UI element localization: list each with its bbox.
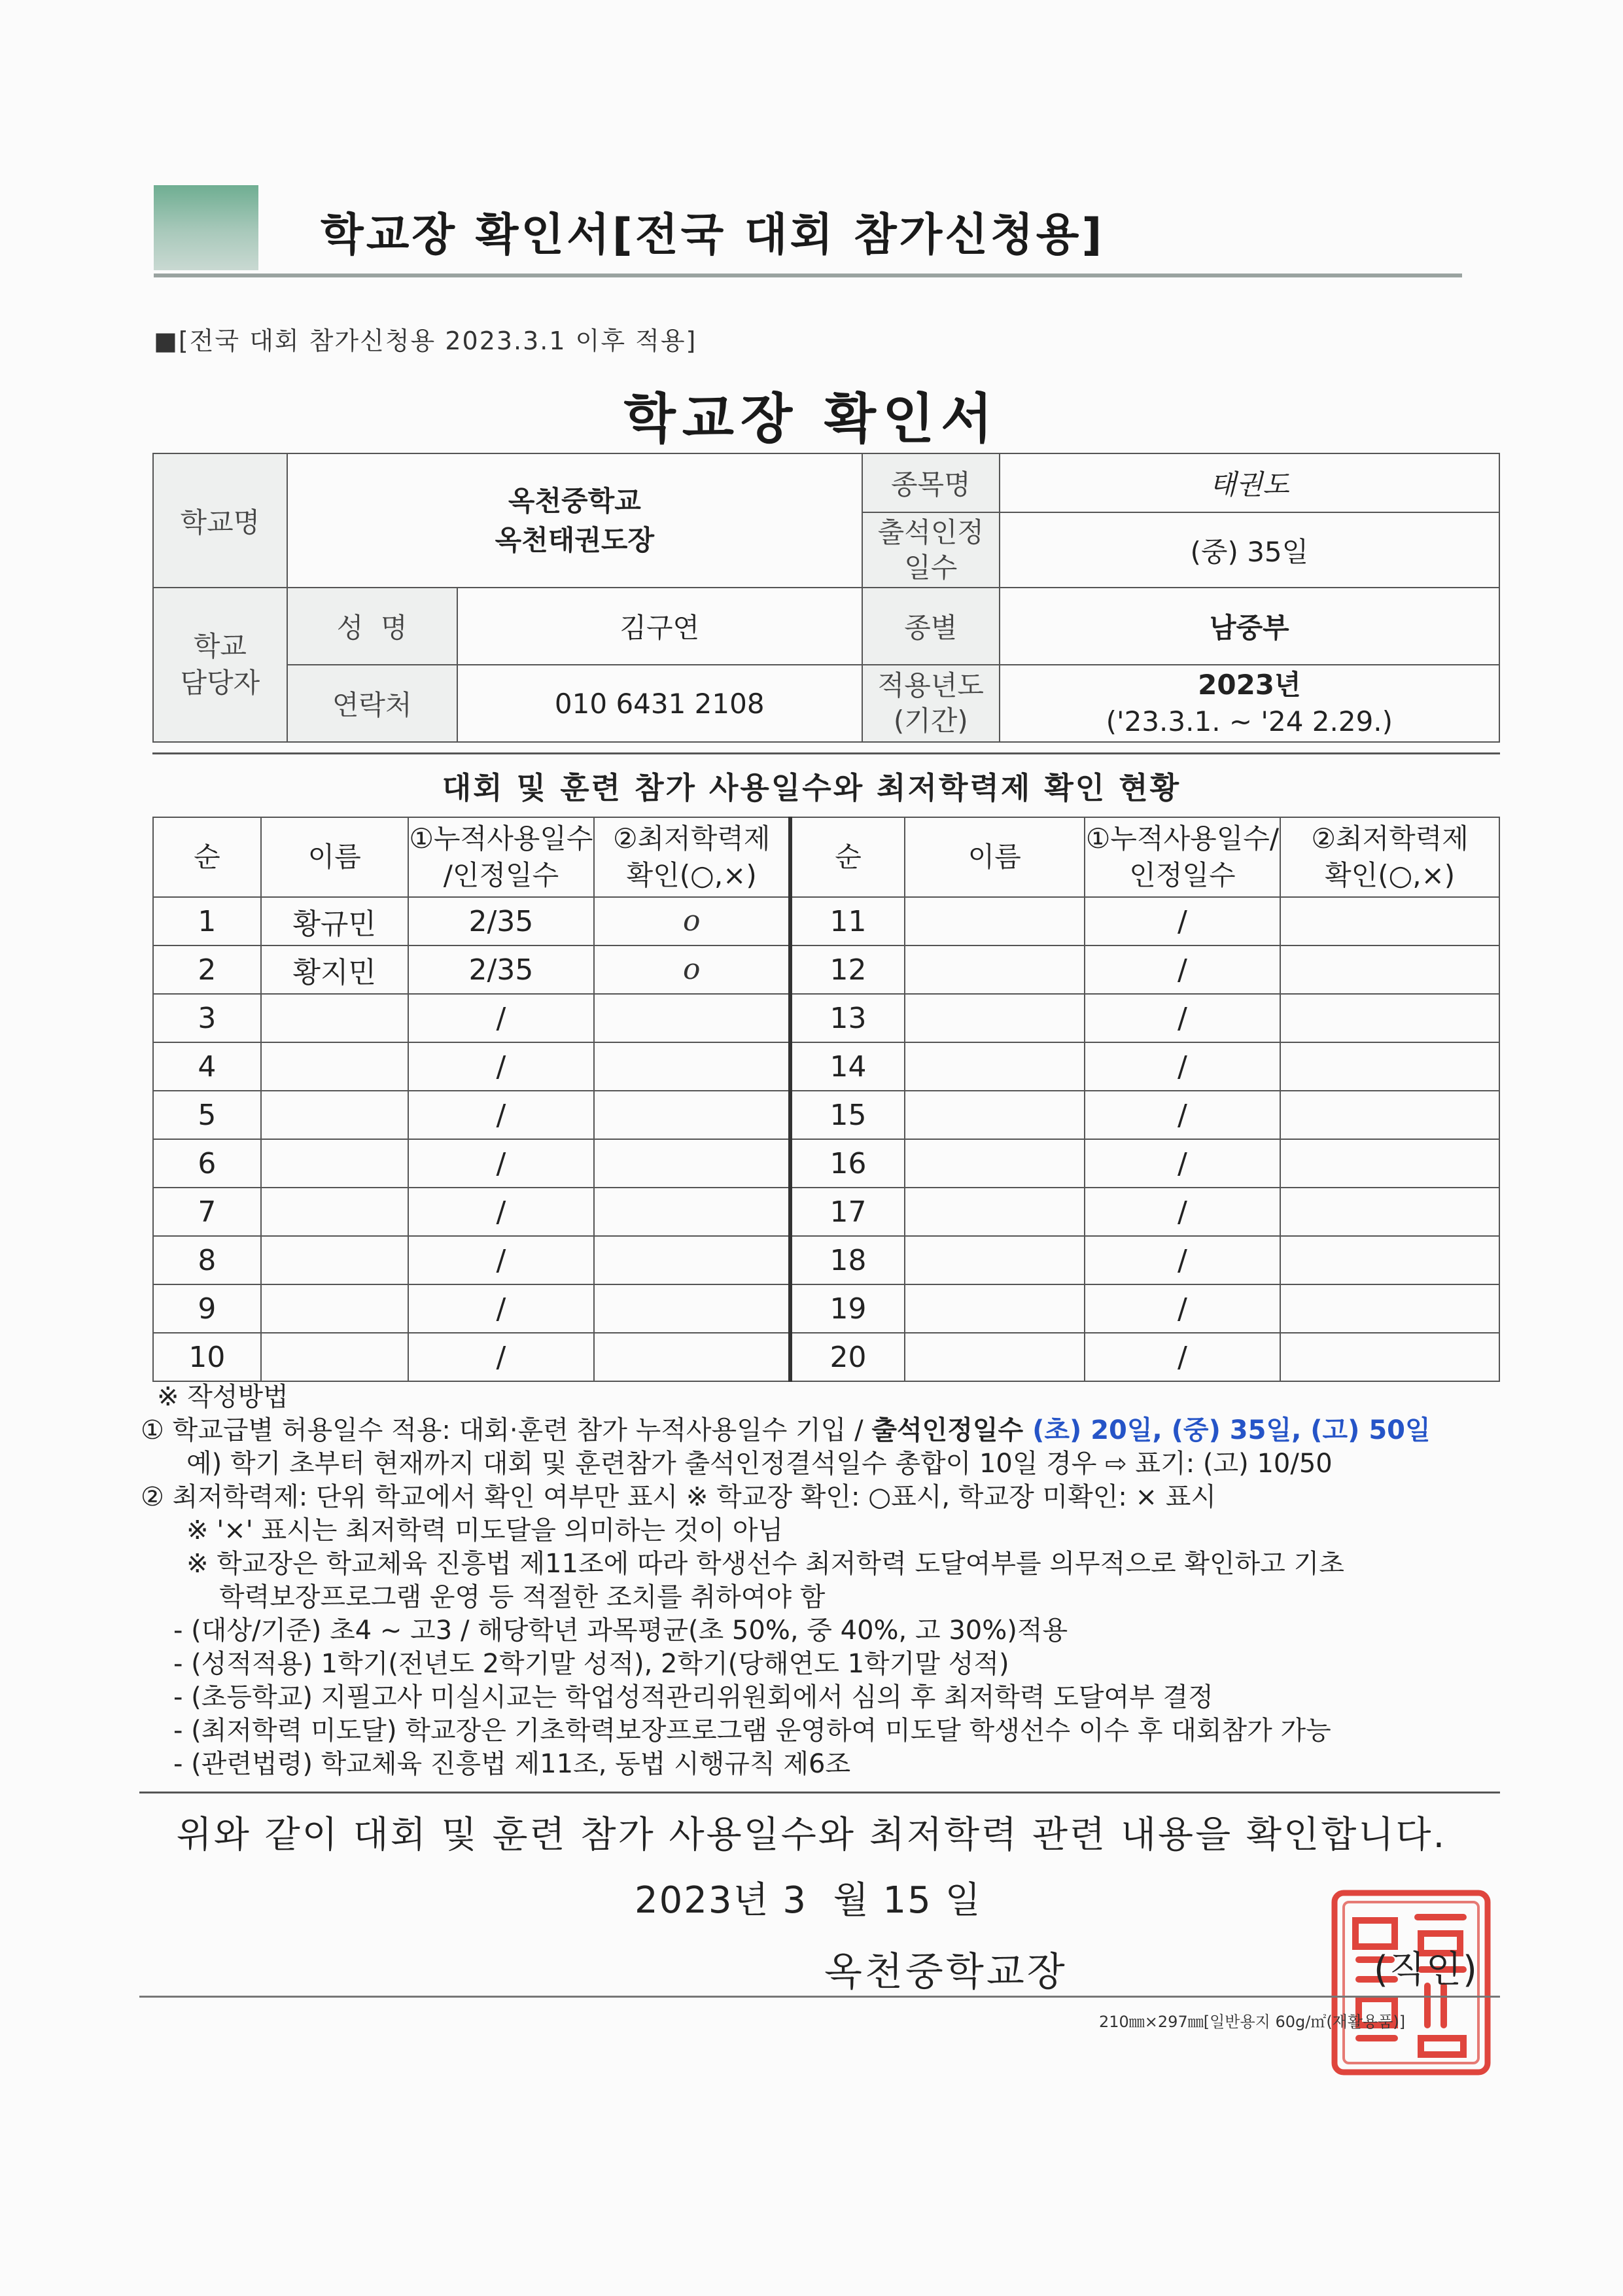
row-no-right: 17 [790, 1188, 905, 1236]
row-days-right: / [1085, 1139, 1281, 1188]
row-name-right [905, 945, 1085, 994]
row-check [594, 1284, 790, 1333]
detail-law: - (관련법령) 학교체육 진흥법 제11조, 동법 시행규칙 제6조 [173, 1749, 851, 1779]
col-name-right: 이름 [905, 817, 1085, 897]
instructions [141, 1381, 1514, 1781]
school-name-sub: 옥천태권도장 [495, 523, 655, 556]
col-days-label: ①누적사용일수 [409, 822, 593, 855]
form-applicability-note: ■[전국 대회 참가신청용 2023.3.1 이후 적용] [154, 327, 697, 355]
row-name: 황지민 [261, 945, 408, 994]
row-check-right [1280, 1333, 1499, 1381]
table-row [153, 1333, 1499, 1381]
row-no: 1 [153, 897, 261, 945]
row-check-right [1280, 1042, 1499, 1091]
row-check: o [594, 897, 790, 945]
period-year: 2023년 [1198, 669, 1301, 701]
attendance-days-value: (중) 35일 [1000, 512, 1499, 588]
row-days-right: / [1085, 1284, 1281, 1333]
row-days-right: / [1085, 1333, 1281, 1381]
contact-label: 연락처 [287, 665, 457, 742]
row-name [261, 1284, 408, 1333]
row-days: / [408, 1284, 595, 1333]
row-days: / [408, 1139, 595, 1188]
table-row [153, 945, 1499, 994]
instruction-2-note-a: ※ '×' 표시는 최저학력 미도달을 의미하는 것이 아님 [186, 1515, 784, 1545]
row-name-right [905, 897, 1085, 945]
school-info-table [152, 453, 1500, 743]
col-check-right [1280, 817, 1499, 897]
row-days: / [408, 1236, 595, 1284]
period-label-sub: (기간) [893, 705, 968, 737]
division-label: 종별 [862, 588, 1000, 665]
principal-name: 옥천중학교장 [824, 1949, 1068, 1995]
row-check-right [1280, 1139, 1499, 1188]
row-name-right [905, 1139, 1085, 1188]
instruction-2-note-b-cont: 학력보장프로그램 운영 등 적절한 조치를 취하여야 함 [219, 1582, 826, 1612]
footer-divider [139, 1792, 1500, 1793]
staff-label-sub: 담당자 [180, 667, 260, 699]
table-row [153, 1042, 1499, 1091]
school-label: 학교명 [153, 453, 287, 588]
col-check-right-label: ②최저학력제 [1311, 822, 1469, 855]
instruction-1-example: 예) 학기 초부터 현재까지 대회 및 훈련참가 출석인정결석일수 총합이 10일 경우 ⇨ 표기: (고) 10/50 [186, 1449, 1333, 1479]
detail-not-reached: - (최저학력 미도달) 학교장은 기초학력보장프로그램 운영하여 미도달 학생선수 이수 후 대회참가 가능 [173, 1716, 1331, 1746]
row-name [261, 1333, 408, 1381]
sport-value: 태권도 [1000, 453, 1499, 512]
instruction-1-text: ① 학교급별 허용일수 적용: 대회·훈련 참가 누적사용일수 기입 / [141, 1415, 872, 1445]
row-check [594, 1188, 790, 1236]
col-days-label-sub: /인정일수 [443, 859, 559, 891]
section-title: 대회 및 훈련 참가 사용일수와 최저학력제 확인 현황 [442, 770, 1181, 805]
row-days: 2/35 [408, 897, 595, 945]
roster-header-row [153, 817, 1499, 897]
row-check-right [1280, 994, 1499, 1042]
row-no: 6 [153, 1139, 261, 1188]
row-name-right [905, 1188, 1085, 1236]
row-no-right: 15 [790, 1091, 905, 1139]
instruction-2: ② 최저학력제: 단위 학교에서 확인 여부만 표시 ※ 학교장 확인: ○표시, 학교장 미확인: × 표시 [141, 1482, 1217, 1512]
row-days-right: / [1085, 1042, 1281, 1091]
row-check-right [1280, 1236, 1499, 1284]
row-check [594, 1042, 790, 1091]
period-range: ('23.3.1. ~ '24 2.29.) [1106, 705, 1393, 737]
row-days-right: / [1085, 945, 1281, 994]
row-name-right [905, 1091, 1085, 1139]
page-title: 학교장 확인서 [623, 388, 1000, 450]
row-no-right: 19 [790, 1284, 905, 1333]
row-no: 10 [153, 1333, 261, 1381]
row-no-right: 12 [790, 945, 905, 994]
instruction-1-emphasis: 출석인정일수 [871, 1415, 1033, 1445]
row-days-right: / [1085, 1091, 1281, 1139]
col-days-right [1085, 817, 1281, 897]
row-no-right: 14 [790, 1042, 905, 1091]
section-divider [152, 752, 1500, 754]
row-days-right: / [1085, 897, 1281, 945]
row-check-right [1280, 897, 1499, 945]
row-days: / [408, 1042, 595, 1091]
col-check-label-sub: 확인(○,×) [626, 859, 757, 891]
table-row [153, 1284, 1499, 1333]
seal-label: (직인) [1374, 1949, 1478, 1991]
table-row [153, 994, 1499, 1042]
instruction-1 [141, 1414, 1514, 1447]
paper-spec: 210㎜×297㎜[일반용지 60g/㎡(재활용품)] [1099, 2013, 1406, 2031]
row-check [594, 994, 790, 1042]
table-row [153, 1091, 1499, 1139]
row-no: 7 [153, 1188, 261, 1236]
row-days-right: / [1085, 1236, 1281, 1284]
row-name [261, 1042, 408, 1091]
table-row [153, 1188, 1499, 1236]
instruction-1-limits: (초) 20일, (중) 35일, (고) 50일 [1032, 1415, 1431, 1445]
row-no: 5 [153, 1091, 261, 1139]
row-check-right [1280, 1091, 1499, 1139]
row-check-right [1280, 1284, 1499, 1333]
row-no: 9 [153, 1284, 261, 1333]
row-no-right: 11 [790, 897, 905, 945]
detail-grades: - (성적적용) 1학기(전년도 2학기말 성적), 2학기(당해연도 1학기말 성적) [173, 1649, 1009, 1679]
roster-table [152, 817, 1500, 1382]
instruction-2-note-b: ※ 학교장은 학교체육 진흥법 제11조에 따라 학생선수 최저학력 도달여부를 의무적으로 확인하고 기초 [186, 1549, 1344, 1579]
school-name: 옥천중학교 [508, 484, 641, 517]
row-check [594, 1236, 790, 1284]
row-days: 2/35 [408, 945, 595, 994]
confirmation-statement: 위와 같이 대회 및 훈련 참가 사용일수와 최저학력 관련 내용을 확인합니다. [176, 1814, 1447, 1856]
period-label-cell [862, 665, 1000, 742]
row-name [261, 1188, 408, 1236]
col-name: 이름 [261, 817, 408, 897]
col-no-right: 순 [790, 817, 905, 897]
col-days [408, 817, 595, 897]
detail-elementary: - (초등학교) 지필고사 미실시교는 학업성적관리위원회에서 심의 후 최저학력 도달여부 결정 [173, 1682, 1213, 1712]
row-check: o [594, 945, 790, 994]
row-days: / [408, 1333, 595, 1381]
staff-name: 김구연 [457, 588, 862, 665]
row-name: 황규민 [261, 897, 408, 945]
roster-body [153, 897, 1499, 1381]
row-days: / [408, 1091, 595, 1139]
row-check-right [1280, 945, 1499, 994]
col-check-label: ②최저학력제 [612, 822, 771, 855]
row-name-right [905, 1284, 1085, 1333]
row-name-right [905, 994, 1085, 1042]
table-row [153, 897, 1499, 945]
row-no: 3 [153, 994, 261, 1042]
col-check [594, 817, 790, 897]
row-name [261, 1139, 408, 1188]
contact-value: 010 6431 2108 [457, 665, 862, 742]
form-header-title: 학교장 확인서[전국 대회 참가신청용] [321, 209, 1105, 261]
row-name-right [905, 1042, 1085, 1091]
row-no-right: 16 [790, 1139, 905, 1188]
row-days: / [408, 994, 595, 1042]
row-no-right: 13 [790, 994, 905, 1042]
row-check [594, 1333, 790, 1381]
staff-label: 학교 [193, 630, 247, 662]
row-name [261, 994, 408, 1042]
period-label: 적용년도 [877, 669, 984, 701]
row-check-right [1280, 1188, 1499, 1236]
row-no: 8 [153, 1236, 261, 1284]
bottom-divider [139, 1996, 1500, 1998]
school-name-cell [287, 453, 862, 588]
confirmation-date: 2023년 3 월 15 일 [635, 1879, 982, 1922]
detail-target: - (대상/기준) 초4 ~ 고3 / 해당학년 과목평균(초 50%, 중 40%, 고 30%)적용 [173, 1616, 1068, 1646]
period-value-cell [1000, 665, 1499, 742]
row-no: 4 [153, 1042, 261, 1091]
col-check-right-label-sub: 확인(○,×) [1325, 859, 1456, 891]
col-no: 순 [153, 817, 261, 897]
attendance-label: 출석인정 [877, 516, 984, 548]
header-color-block [154, 185, 258, 270]
row-name [261, 1236, 408, 1284]
row-name-right [905, 1333, 1085, 1381]
row-no-right: 20 [790, 1333, 905, 1381]
attendance-label-sub: 일수 [904, 551, 958, 584]
row-days-right: / [1085, 994, 1281, 1042]
name-label: 성 명 [287, 588, 457, 665]
col-days-right-label: ①누적사용일수/ [1085, 822, 1280, 855]
row-days-right: / [1085, 1188, 1281, 1236]
row-name-right [905, 1236, 1085, 1284]
table-row [153, 1236, 1499, 1284]
division-value: 남중부 [1000, 588, 1499, 665]
row-no: 2 [153, 945, 261, 994]
row-check [594, 1091, 790, 1139]
header-divider [154, 274, 1462, 277]
staff-label-cell [153, 588, 287, 742]
col-days-right-label-sub: 인정일수 [1129, 859, 1236, 891]
row-no-right: 18 [790, 1236, 905, 1284]
instructions-title: ※ 작성방법 [157, 1382, 288, 1412]
attendance-label-cell [862, 512, 1000, 588]
row-name [261, 1091, 408, 1139]
row-check [594, 1139, 790, 1188]
row-days: / [408, 1188, 595, 1236]
sport-label: 종목명 [862, 453, 1000, 512]
table-row [153, 1139, 1499, 1188]
